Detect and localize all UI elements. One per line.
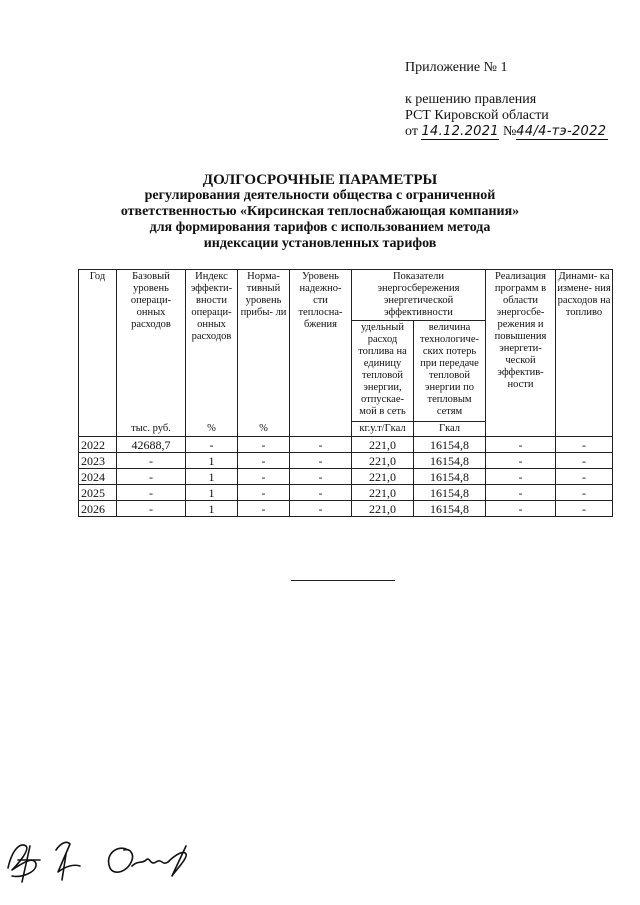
header-fuel-rate: удельный расход топлива на единицу тепловой энергии, отпускае- мой в сеть (352, 321, 414, 422)
decision-number: 44/4-тэ-2022 (516, 125, 608, 140)
cell-profit-level: - (238, 501, 290, 517)
cell-base-costs: - (117, 453, 186, 469)
unit-fuel-rate: кг.у.т/Гкал (352, 422, 414, 437)
number-prefix: № (502, 124, 517, 139)
cell-profit-level: - (238, 453, 290, 469)
cell-reliability: - (290, 453, 352, 469)
header-losses: величина технологиче- ских потерь при передаче тепловой энергии по тепловым сетям (414, 321, 486, 422)
cell-programs: - (486, 469, 556, 485)
cell-reliability: - (290, 437, 352, 453)
cell-efficiency-index: 1 (186, 485, 238, 501)
table-row (79, 469, 613, 485)
cell-programs: - (486, 485, 556, 501)
cell-dynamics: - (556, 501, 613, 517)
annex-authority-line: РСТ Кировской области (405, 108, 549, 123)
header-year: Год (79, 270, 117, 422)
cell-programs: - (486, 437, 556, 453)
unit-year-empty (79, 422, 117, 437)
header-row (79, 270, 613, 321)
cell-fuel-rate: 221,0 (352, 453, 414, 469)
cell-base-costs: - (117, 501, 186, 517)
cell-fuel-rate: 221,0 (352, 501, 414, 517)
cell-programs: - (486, 501, 556, 517)
header-dynamics: Динами- ка измене- ния расходов на топливо (556, 270, 613, 422)
unit-base-costs: тыс. руб. (117, 422, 186, 437)
cell-losses: 16154,8 (414, 485, 486, 501)
cell-profit-level: - (238, 469, 290, 485)
cell-dynamics: - (556, 485, 613, 501)
annex-title: Приложение № 1 (405, 60, 508, 75)
header-efficiency-index: Индекс эффекти- вности операци- онных расходов (186, 270, 238, 422)
document-heading (0, 172, 640, 252)
cell-programs: - (486, 453, 556, 469)
heading-line-5: индексации установленных тарифов (203, 236, 437, 251)
table-row (79, 437, 613, 453)
cell-dynamics: - (556, 453, 613, 469)
cell-base-costs: 42688,7 (117, 437, 186, 453)
cell-dynamics: - (556, 469, 613, 485)
cell-efficiency-index: 1 (186, 453, 238, 469)
cell-year: 2026 (79, 501, 117, 517)
cell-losses: 16154,8 (414, 469, 486, 485)
cell-efficiency-index: 1 (186, 501, 238, 517)
cell-reliability: - (290, 501, 352, 517)
header-energy-group: Показатели энергосбережения энергетической эффективности (352, 270, 486, 321)
cell-losses: 16154,8 (414, 501, 486, 517)
cell-losses: 16154,8 (414, 453, 486, 469)
cell-base-costs: - (117, 485, 186, 501)
heading-title: ДОЛГОСРОЧНЫЕ ПАРАМЕТРЫ (202, 172, 438, 188)
end-divider-line (291, 580, 395, 581)
table-row (79, 501, 613, 517)
cell-base-costs: - (117, 469, 186, 485)
cell-reliability: - (290, 485, 352, 501)
cell-efficiency-index: 1 (186, 469, 238, 485)
table-row (79, 485, 613, 501)
unit-programs-empty (486, 422, 556, 437)
parameters-table (78, 269, 613, 517)
signature-marks (0, 820, 220, 890)
cell-profit-level: - (238, 437, 290, 453)
unit-losses: Гкал (414, 422, 486, 437)
cell-year: 2023 (79, 453, 117, 469)
cell-profit-level: - (238, 485, 290, 501)
cell-reliability: - (290, 469, 352, 485)
cell-fuel-rate: 221,0 (352, 469, 414, 485)
heading-line-3: ответственностью «Кирсинская теплоснабжающая компания» (120, 204, 520, 219)
header-base-costs: Базовый уровень операци- онных расходов (117, 270, 186, 422)
table-row (79, 453, 613, 469)
cell-losses: 16154,8 (414, 437, 486, 453)
cell-year: 2022 (79, 437, 117, 453)
cell-efficiency-index: - (186, 437, 238, 453)
cell-fuel-rate: 221,0 (352, 437, 414, 453)
unit-profit-level: % (238, 422, 290, 437)
unit-efficiency-index: % (186, 422, 238, 437)
date-prefix: от (405, 124, 418, 139)
decision-date: 14.12.2021 (421, 124, 499, 139)
cell-fuel-rate: 221,0 (352, 485, 414, 501)
cell-dynamics: - (556, 437, 613, 453)
header-profit-level: Норма- тивный уровень прибы- ли (238, 270, 290, 422)
annex-block (405, 60, 608, 140)
header-reliability: Уровень надежно- сти теплосна- бжения (290, 270, 352, 437)
cell-year: 2025 (79, 485, 117, 501)
header-programs: Реализация программ в области энергосбе- режения и повышения энергети- ческой эффектив- ности (486, 270, 556, 422)
heading-line-4: для формирования тарифов с использованием метода (149, 220, 491, 235)
annex-decision-line: к решению правления (405, 92, 537, 107)
unit-dynamics-empty (556, 422, 613, 437)
cell-year: 2024 (79, 469, 117, 485)
annex-date-line (405, 124, 608, 140)
heading-line-2: регулирования деятельности общества с ограниченной (144, 188, 496, 203)
